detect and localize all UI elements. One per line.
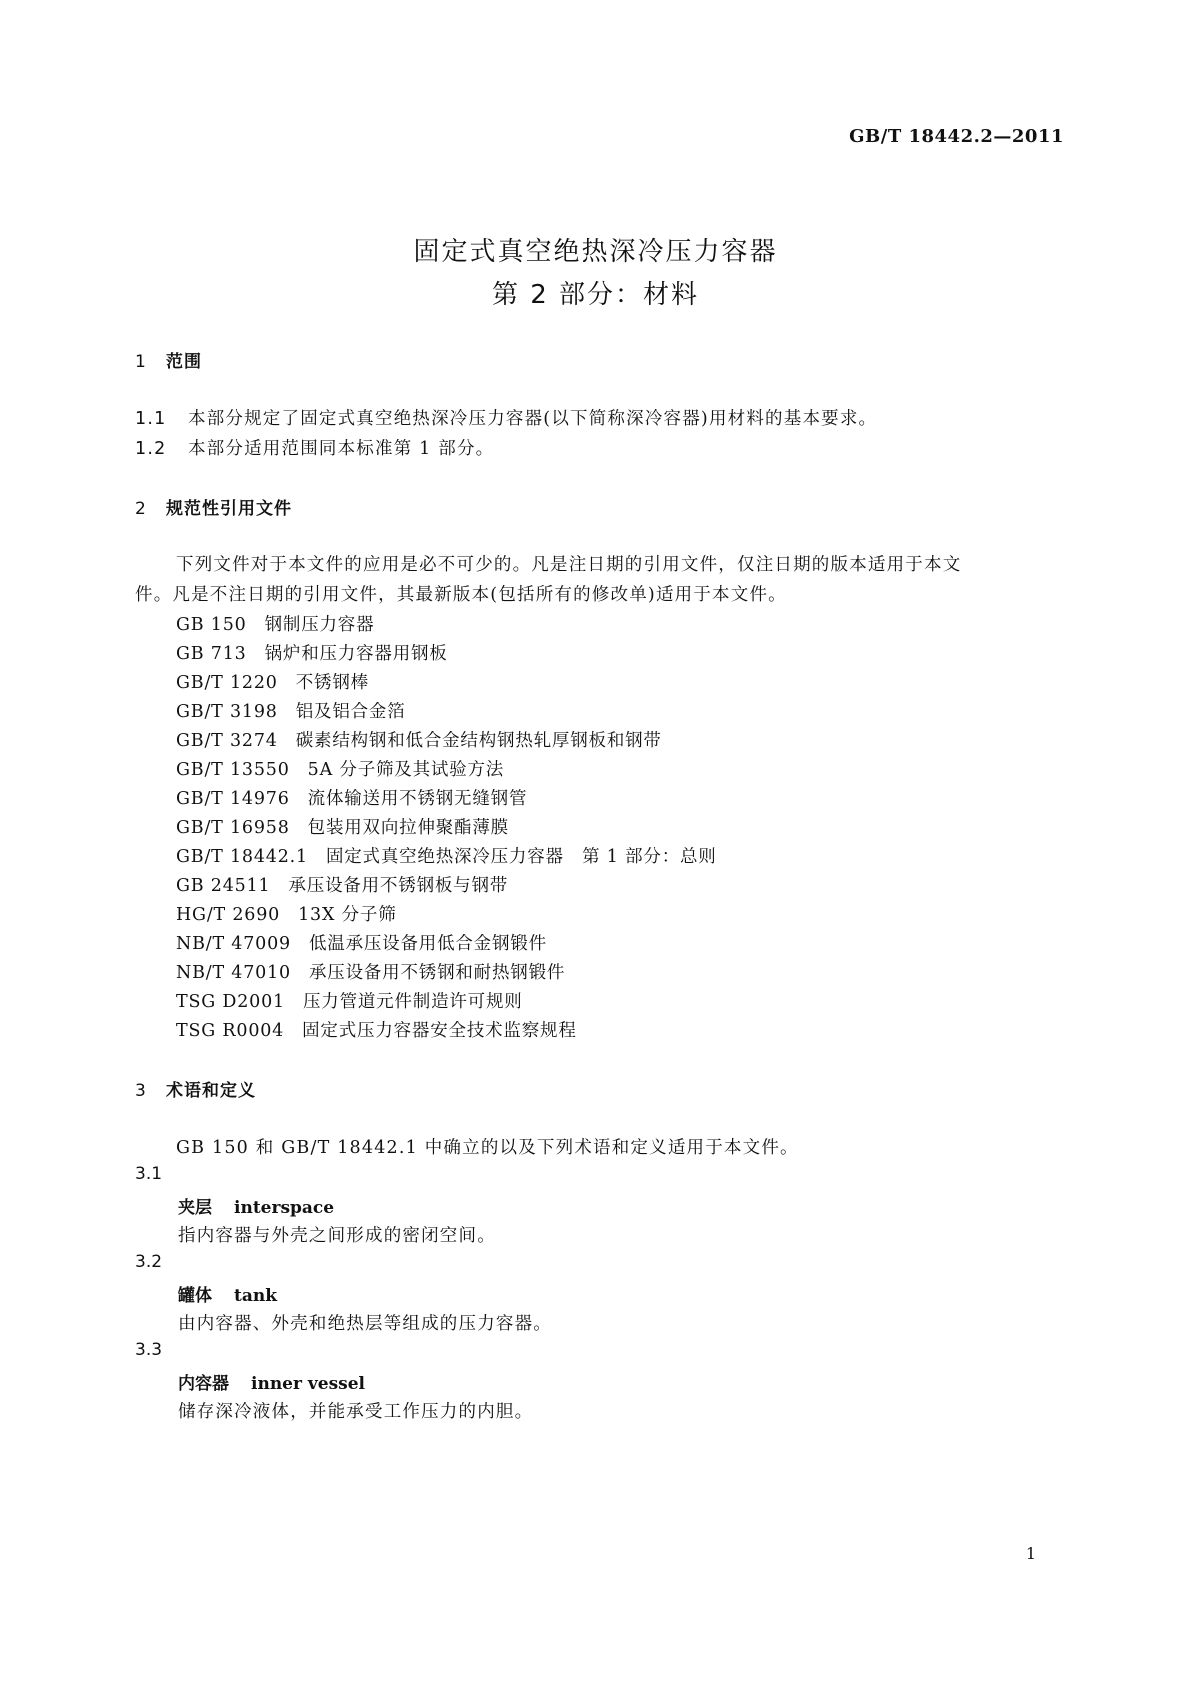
reference-item [176,698,406,723]
reference-item [176,988,523,1013]
term-en: inner vessel [251,1374,365,1394]
term-definition: 储存深冷液体，并能承受工作压力的内胆。 [178,1402,534,1422]
reference-item [176,669,369,694]
term-number: 3.3 [135,1340,163,1360]
reference-code: GB 150 [176,615,247,635]
reference-item [176,872,508,897]
reference-title: 钢制压力容器 [264,615,375,635]
clause-1-2 [135,435,494,460]
reference-title: 碳素结构钢和低合金结构钢热轧厚钢板和钢带 [295,731,662,751]
document-title-line1: 固定式真空绝热深冷压力容器 [413,237,778,267]
reference-item [176,959,565,984]
term-zh: 内容器 [178,1374,229,1394]
reference-item [176,727,662,752]
reference-code: GB 713 [176,644,247,664]
term-heading [178,1369,365,1394]
reference-code: GB/T 13550 [176,760,290,780]
reference-title: 包装用双向拉伸聚酯薄膜 [307,818,509,838]
reference-code: GB/T 3274 [176,731,278,751]
term-number: 3.2 [135,1252,163,1272]
term-definition: 由内容器、外壳和绝热层等组成的压力容器。 [178,1314,552,1334]
section-number: 1 [135,352,147,372]
reference-item [176,843,717,868]
section-title: 规范性引用文件 [166,499,292,519]
reference-item [176,814,509,839]
term-zh: 罐体 [178,1286,212,1306]
term-number: 3.1 [135,1164,163,1184]
section-title: 范围 [166,352,202,372]
section-number: 2 [135,499,147,519]
reference-code: TSG D2001 [176,992,285,1012]
clause-text: 本部分规定了固定式真空绝热深冷压力容器(以下简称深冷容器)用材料的基本要求。 [188,409,878,429]
reference-item [176,611,374,636]
standard-code: GB/T 18442.2—2011 [849,126,1064,147]
reference-item [176,930,547,955]
reference-code: TSG R0004 [176,1021,285,1041]
reference-title: 固定式压力容器安全技术监察规程 [302,1021,577,1041]
reference-code: NB/T 47009 [176,934,291,954]
reference-title: 不锈钢棒 [295,673,369,693]
reference-title: 承压设备用不锈钢板与钢带 [288,876,509,896]
reference-code: GB/T 16958 [176,818,290,838]
reference-item [176,901,397,926]
section-heading-2 [135,494,292,519]
section-title: 术语和定义 [166,1081,256,1101]
reference-code: GB/T 3198 [176,702,278,722]
reference-title: 压力管道元件制造许可规则 [302,992,523,1012]
section-heading-3 [135,1076,256,1101]
reference-item [176,785,527,810]
page-number: 1 [1025,1544,1036,1563]
section-heading-1 [135,347,202,372]
reference-item [176,640,448,665]
reference-code: GB/T 18442.1 [176,847,308,867]
clause-1-1 [135,405,877,430]
term-en: interspace [234,1198,335,1218]
term-zh: 夹层 [178,1198,212,1218]
reference-code: NB/T 47010 [176,963,291,983]
reference-item [176,1017,577,1042]
term-en: tank [234,1286,278,1306]
section-number: 3 [135,1081,147,1101]
clause-text: 本部分适用范围同本标准第 1 部分。 [188,439,495,459]
term-heading [178,1193,334,1218]
normative-intro-line1: 下列文件对于本文件的应用是必不可少的。凡是注日期的引用文件，仅注日期的版本适用于本文 [176,555,962,575]
reference-title: 铝及铝合金箔 [295,702,406,722]
reference-title: 承压设备用不锈钢和耐热钢锻件 [308,963,566,983]
reference-code: GB/T 1220 [176,673,278,693]
terms-intro: GB 150 和 GB/T 18442.1 中确立的以及下列术语和定义适用于本文件。 [176,1138,799,1158]
clause-number: 1.2 [135,439,167,459]
term-heading [178,1281,277,1306]
normative-intro-line2: 件。凡是不注日期的引用文件，其最新版本(包括所有的修改单)适用于本文件。 [135,585,787,605]
reference-title: 锅炉和压力容器用钢板 [264,644,448,664]
reference-code: GB/T 14976 [176,789,290,809]
reference-title: 固定式真空绝热深冷压力容器 第 1 部分：总则 [325,847,717,867]
reference-title: 13X 分子筛 [298,905,397,925]
reference-title: 流体输送用不锈钢无缝钢管 [307,789,528,809]
document-title-line2: 第 2 部分：材料 [491,280,700,310]
reference-code: HG/T 2690 [176,905,281,925]
reference-code: GB 24511 [176,876,271,896]
reference-title: 5A 分子筛及其试验方法 [307,760,505,780]
term-definition: 指内容器与外壳之间形成的密闭空间。 [178,1226,496,1246]
reference-title: 低温承压设备用低合金钢锻件 [308,934,547,954]
reference-item [176,756,504,781]
clause-number: 1.1 [135,409,167,429]
